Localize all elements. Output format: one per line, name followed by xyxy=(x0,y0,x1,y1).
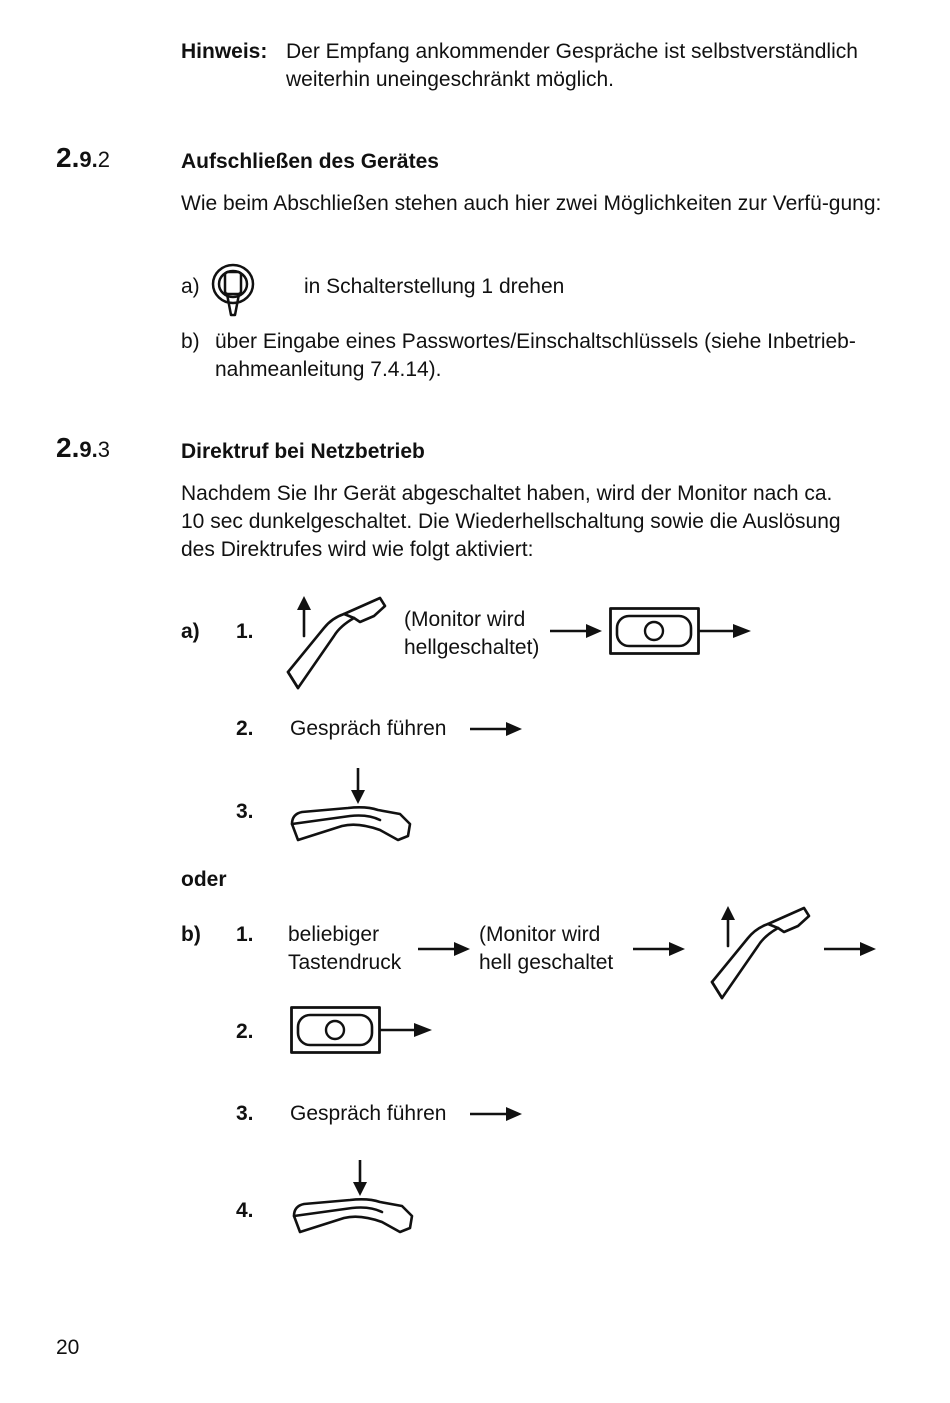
section-num-minor: 9. xyxy=(79,437,98,462)
variant-b-step1-result-line1: (Monitor wird xyxy=(479,923,601,946)
handset-hang-up-icon xyxy=(288,768,412,848)
arrow-right-icon xyxy=(633,941,685,957)
note-label: Hinweis: xyxy=(181,40,268,63)
variant-b-step1-text-line2: Tastendruck xyxy=(288,951,402,974)
option-a-text: in Schalterstellung 1 drehen xyxy=(304,275,565,298)
note-text-line1: Der Empfang ankommender Gespräche ist selbstverständlich xyxy=(286,40,858,63)
handset-hang-up-icon xyxy=(290,1160,414,1240)
option-b-text-line2: nahmeanleitung 7.4.14). xyxy=(215,358,442,381)
handset-lift-icon xyxy=(708,906,818,1006)
variant-a-step2-text: Gespräch führen xyxy=(290,717,447,740)
section-num-major: 2. xyxy=(56,432,80,463)
section-intro-unlock: Wie beim Abschließen stehen auch hier zwei Möglichkeiten zur Verfü-gung: xyxy=(181,192,882,215)
variant-b-step1-result-line2: hell geschaltet xyxy=(479,951,614,974)
variant-b-step3-text: Gespräch führen xyxy=(290,1102,447,1125)
variant-b-step2-number: 2. xyxy=(236,1020,254,1043)
option-b-label: b) xyxy=(181,330,200,353)
variant-b-step1-number: 1. xyxy=(236,923,254,946)
variant-b-step3-number: 3. xyxy=(236,1102,254,1125)
section-num-minor: 9. xyxy=(79,147,98,172)
variant-a-label: a) xyxy=(181,620,200,643)
variant-a-step1-text-line2: hellgeschaltet) xyxy=(404,636,540,659)
option-a-label: a) xyxy=(181,275,200,298)
or-label: oder xyxy=(181,868,227,891)
section-number-2-9-2 xyxy=(56,144,110,174)
section-number-2-9-3 xyxy=(56,434,110,464)
arrow-right-icon xyxy=(470,721,522,737)
section-num-last: 3 xyxy=(97,437,110,462)
arrow-right-icon xyxy=(418,941,470,957)
arrow-right-icon xyxy=(824,941,876,957)
note-text-line2: weiterhin uneingeschränkt möglich. xyxy=(286,68,615,91)
variant-b-label: b) xyxy=(181,923,201,946)
variant-a-step2-number: 2. xyxy=(236,717,254,740)
page-number: 20 xyxy=(56,1336,80,1359)
section-intro-line1: Nachdem Sie Ihr Gerät abgeschaltet haben, wird der Monitor nach ca. xyxy=(181,482,833,505)
option-b-text-line1: über Eingabe eines Passwortes/Einschaltschlüssels (siehe Inbetrieb- xyxy=(215,330,856,353)
arrow-right-icon xyxy=(470,1106,522,1122)
section-title-unlock: Aufschließen des Gerätes xyxy=(181,150,439,173)
direct-call-key-icon xyxy=(609,607,751,655)
arrow-right-icon xyxy=(550,623,602,639)
section-intro-line2: 10 sec dunkelgeschaltet. Die Wiederhellschaltung sowie die Auslösung xyxy=(181,510,841,533)
variant-b-step1-text-line1: beliebiger xyxy=(288,923,380,946)
variant-a-step1-text-line1: (Monitor wird xyxy=(404,608,526,631)
variant-a-step1-number: 1. xyxy=(236,620,254,643)
section-title-direct-call: Direktruf bei Netzbetrieb xyxy=(181,440,425,463)
section-num-major: 2. xyxy=(56,142,80,173)
variant-a-step3-number: 3. xyxy=(236,800,254,823)
key-switch-icon xyxy=(210,263,256,317)
section-num-last: 2 xyxy=(97,147,110,172)
variant-b-step4-number: 4. xyxy=(236,1199,254,1222)
direct-call-key-icon xyxy=(290,1006,432,1054)
handset-lift-icon xyxy=(284,596,394,696)
section-intro-line3: des Direktrufes wird wie folgt aktiviert: xyxy=(181,538,534,561)
